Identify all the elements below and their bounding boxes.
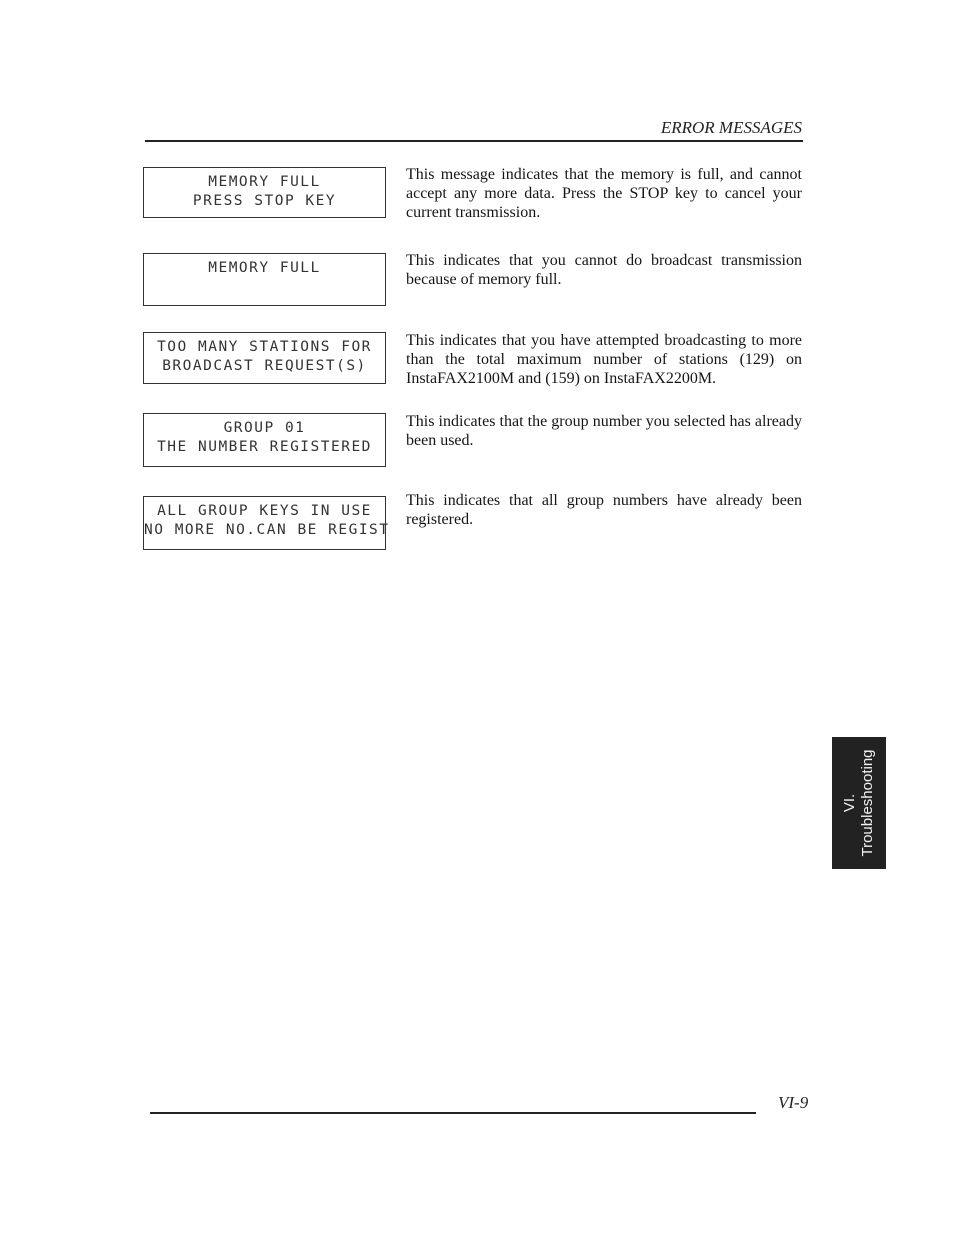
lcd-line-1: MEMORY FULL xyxy=(208,174,321,190)
lcd-line-2: NO MORE NO.CAN BE REGIST xyxy=(144,522,390,538)
lcd-display-memory-full xyxy=(143,253,386,306)
description-group-registered: This indicates that the group number you selected has already been used. xyxy=(406,413,802,449)
header-rule xyxy=(145,140,803,142)
footer-rule xyxy=(150,1112,756,1114)
lcd-display-too-many-stations xyxy=(143,332,386,384)
description-too-many-stations: This indicates that you have attempted broadcasting to more than the total maximum number of stations (129) on InstaFAX2100M and (159) on InstaFAX2200M. xyxy=(406,332,802,387)
description-memory-full: This indicates that you cannot do broadcast transmission because of memory full. xyxy=(406,252,802,288)
page-number: VI-9 xyxy=(778,1093,809,1112)
description-memory-full-stop: This message indicates that the memory is full, and cannot accept any more data. Press the STOP key to cancel your current transmission. xyxy=(406,166,802,221)
lcd-line-2: PRESS STOP KEY xyxy=(192,193,337,209)
header-title: ERROR MESSAGES xyxy=(660,118,802,137)
section-tab-label: Troubleshooting xyxy=(859,749,876,857)
section-tab-text xyxy=(841,749,877,856)
lcd-line-2: THE NUMBER REGISTERED xyxy=(157,439,372,455)
lcd-line-1: MEMORY FULL xyxy=(208,260,321,276)
lcd-display-memory-full-stop xyxy=(143,167,386,218)
section-tab xyxy=(832,737,886,869)
lcd-display-group-registered xyxy=(143,413,386,467)
lcd-display-all-group-keys xyxy=(143,496,390,550)
lcd-line-1: ALL GROUP KEYS IN USE xyxy=(157,503,372,519)
lcd-line-2: BROADCAST REQUEST(S) xyxy=(162,358,367,374)
section-tab-number: VI. xyxy=(841,793,858,813)
description-all-group-keys: This indicates that all group numbers have already been registered. xyxy=(406,492,802,528)
lcd-line-1: GROUP 01 xyxy=(223,420,306,436)
lcd-line-1: TOO MANY STATIONS FOR xyxy=(157,339,372,355)
